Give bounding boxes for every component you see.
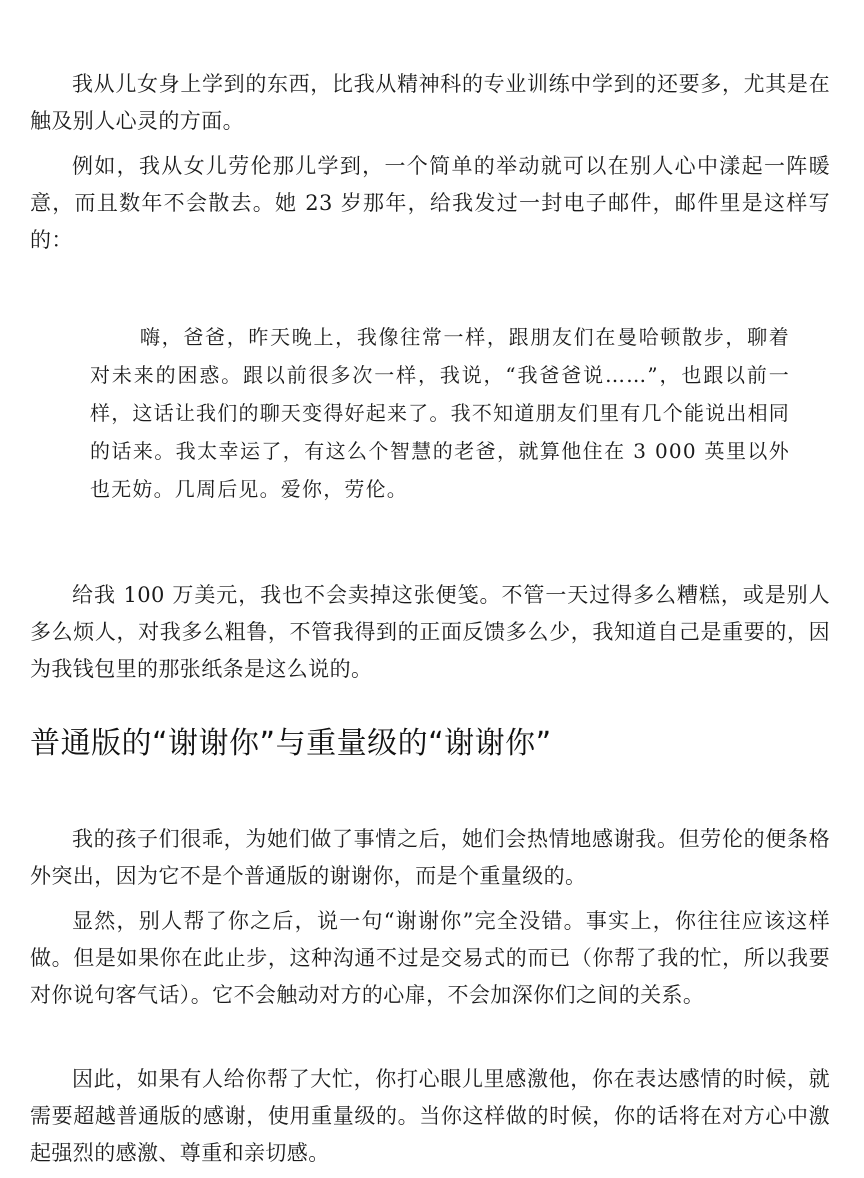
- section-heading: 普通版的“谢谢你”与重量级的“谢谢你”: [30, 726, 552, 761]
- body-paragraph: 因此，如果有人给你帮了大忙，你打心眼儿里感激他，你在表达感情的时候，就需要超越普通版的感谢，使用重量级的。当你这样做的时候，你的话将在对方心中激起强烈的感激、尊重和亲切感。: [30, 1067, 830, 1165]
- body-paragraph: 我的孩子们很乖，为她们做了事情之后，她们会热情地感谢我。但劳伦的便条格外突出，因为它不是个普通版的谢谢你，而是个重量级的。: [30, 827, 830, 888]
- body-paragraph: 我从儿女身上学到的东西，比我从精神科的专业训练中学到的还要多，尤其是在触及别人心灵的方面。: [30, 72, 830, 133]
- email-quote: 嗨，爸爸，昨天晚上，我像往常一样，跟朋友们在曼哈顿散步，聊着对未来的困惑。跟以前很多次一样，我说，“我爸爸说……”，也跟以前一样，这话让我们的聊天变得好起来了。我不知道朋友们里有几个能说出相同的话来。我太幸运了，有这么个智慧的老爸，就算他住在 3 000 英里以外也无妨。几周后见。爱你，劳伦。: [90, 325, 790, 501]
- body-paragraph: 例如，我从女儿劳伦那儿学到，一个简单的举动就可以在别人心中漾起一阵暖意，而且数年不会散去。她 23 岁那年，给我发过一封电子邮件，邮件里是这样写的：: [30, 154, 830, 252]
- body-paragraph: 显然，别人帮了你之后，说一句“谢谢你”完全没错。事实上，你往往应该这样做。但是如果你在此止步，这种沟通不过是交易式的而已（你帮了我的忙，所以我要对你说句客气话）。它不会触动对方的心扉，不会加深你们之间的关系。: [30, 909, 830, 1007]
- body-paragraph: 给我 100 万美元，我也不会卖掉这张便笺。不管一天过得多么糟糕，或是别人多么烦人，对我多么粗鲁，不管我得到的正面反馈多么少，我知道自己是重要的，因为我钱包里的那张纸条是这么说的。: [30, 583, 830, 681]
